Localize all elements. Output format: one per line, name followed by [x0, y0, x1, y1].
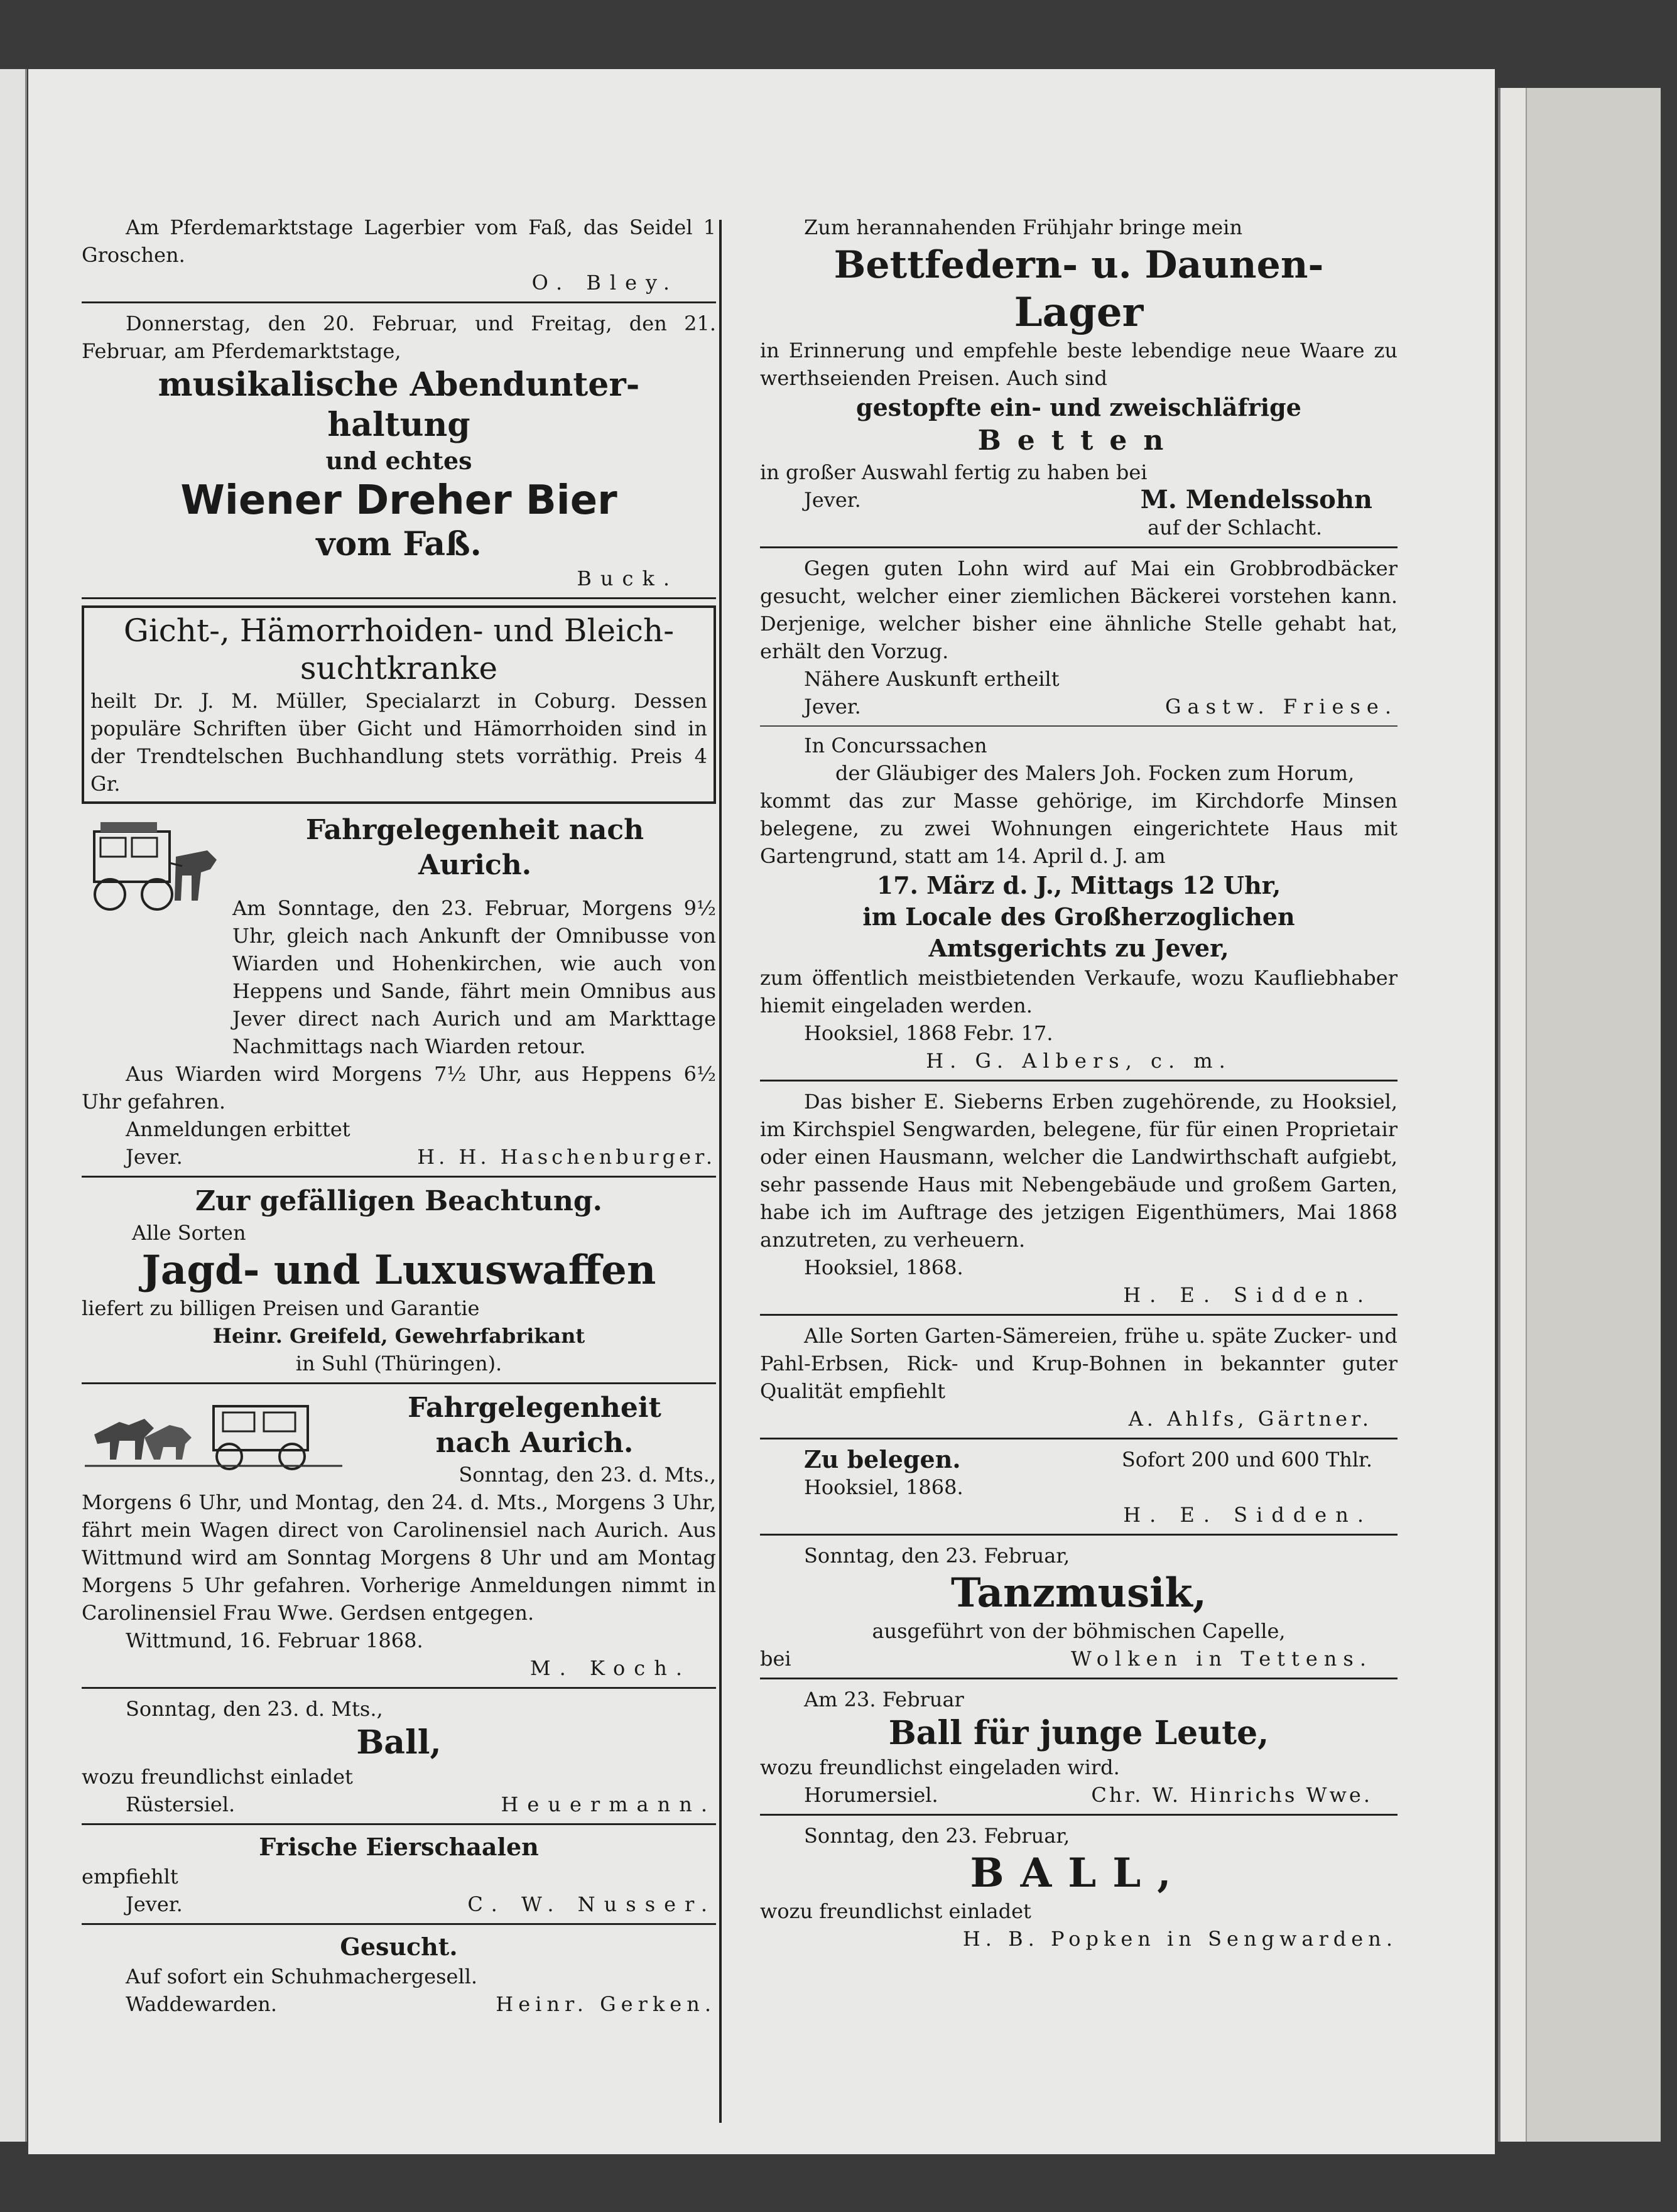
divider	[82, 1176, 716, 1178]
divider	[760, 546, 1398, 548]
ad-place: Horumersiel.	[804, 1783, 938, 1807]
ad-headline: Gicht-, Hämorrhoiden- und Bleich-	[123, 612, 675, 649]
ad-signature: C. W. Nusser.	[467, 1892, 716, 1916]
ad-headline: Zu belegen.	[804, 1445, 961, 1473]
ad-signature: H. G. Albers, c. m.	[926, 1049, 1232, 1073]
ad-ahlfs	[760, 1322, 1398, 1433]
ad-text: Sonntag, den 23. d. Mts.,	[459, 1463, 716, 1487]
ad-wolken	[760, 1542, 1398, 1673]
ad-headline: Wiener Dreher Bier	[180, 477, 617, 524]
ad-signature: Gastw. Friese.	[1164, 695, 1398, 718]
ad-place: Jever.	[126, 1145, 183, 1169]
ad-subheadline: und echtes	[325, 447, 472, 475]
ad-text: Morgens 6 Uhr, und Montag, den 24. d. Mts., Morgens 3 Uhr, fährt mein Wagen direct von Carolinensiel nach Aurich. Aus Wittmund wird am Sonntag Morgens 8 Uhr und am Montag Morgens 5 Uhr gefahren. Vorherige Anmeldungen nimmt in Carolinensiel Frau Wwe. Gerdsen entgegen.	[82, 1490, 716, 1625]
ad-headline: Frische Eierschaalen	[259, 1833, 539, 1861]
ad-place: Jever.	[126, 1892, 183, 1916]
divider	[82, 1687, 716, 1689]
ad-headline: vom Faß.	[316, 525, 482, 563]
ad-headline: suchtkranke	[300, 650, 498, 686]
ad-headline: Amtsgerichts zu Jever,	[928, 934, 1229, 962]
ad-date: Hooksiel, 1868 Febr. 17.	[804, 1021, 1053, 1045]
ad-signature: A. Ahlfs, Gärtner.	[1128, 1407, 1372, 1431]
ad-headline: nach Aurich.	[435, 1427, 634, 1459]
divider	[760, 1314, 1398, 1316]
ad-nuffer	[82, 1831, 716, 1918]
ad-text: Sofort 200 und 600 Thlr.	[1121, 1448, 1372, 1472]
ad-text: In Concurssachen	[804, 734, 987, 757]
ad-text: Aus Wiarden wird Morgens 7½ Uhr, aus Heppens 6½ Uhr gefahren.	[82, 1062, 716, 1114]
ad-headline: BALL,	[970, 1850, 1188, 1897]
book-edge	[1498, 88, 1661, 2142]
ad-ball-heuermann	[82, 1695, 716, 1818]
ad-intro: Sonntag, den 23. Februar,	[804, 1544, 1070, 1568]
ad-subsign: auf der Schlacht.	[1148, 516, 1322, 539]
ad-date: Wittmund, 16. Februar 1868.	[126, 1629, 423, 1652]
ad-signature: M. Mendelssohn	[1140, 485, 1372, 514]
divider	[82, 1823, 716, 1825]
ad-hinrichs	[760, 1686, 1398, 1809]
ad-text: Anmeldungen erbittet	[126, 1117, 350, 1141]
ad-sidden-1	[760, 1088, 1398, 1309]
ad-popken	[760, 1822, 1398, 1953]
ad-signature: M. Koch.	[529, 1656, 691, 1680]
ad-text: Auf sofort ein Schuhmachergesell.	[126, 1965, 478, 1988]
ad-text: Alle Sorten Garten-Sämereien, frühe u. späte Zucker- und Pahl-Erbsen, Rick- und Krup-Bohnen in bekannter guter Qualität empfiehlt	[760, 1324, 1398, 1403]
ad-date: Hooksiel, 1868.	[804, 1255, 963, 1279]
right-column	[760, 214, 1398, 1953]
ad-text: liefert zu billigen Preisen und Garantie	[82, 1296, 480, 1320]
ad-intro: Zum herannahenden Frühjahr bringe mein	[804, 215, 1243, 239]
ad-signature: Heuermann.	[501, 1792, 716, 1816]
ad-text: bei	[760, 1647, 791, 1671]
ad-sidden-2	[760, 1446, 1398, 1529]
ad-signature: Chr. W. Hinrichs Wwe.	[1091, 1783, 1372, 1807]
ad-headline: im Locale des Großherzoglichen	[862, 903, 1295, 931]
ad-text: Gegen guten Lohn wird auf Mai ein Grobbrodbäcker gesucht, welcher einer ziemlichen Bäckerei vorstehen kann. Derjenige, welcher bisher eine ähnliche Stelle gehabt hat, erhält den Vorzug.	[760, 556, 1398, 663]
ad-date: Hooksiel, 1868.	[804, 1475, 963, 1499]
divider	[760, 1080, 1398, 1082]
ad-place: Jever.	[804, 488, 861, 512]
ad-headline: Ball,	[356, 1723, 442, 1762]
divider	[82, 597, 716, 599]
horse-carriage-icon	[82, 1391, 345, 1472]
book-spine	[1501, 88, 1527, 2142]
ad-text: Am Sonntage, den 23. Februar, Morgens 9½ Uhr, gleich nach Ankunft der Omnibusse von Wiarden und Hohenkirchen, wie auch von Heppens und Sande, fährt mein Omnibus aus Jever direct nach Aurich und am Markttage Nachmittags nach Wiarden retour.	[232, 896, 716, 1058]
previous-page-edge	[0, 69, 27, 2142]
ad-intro: Donnerstag, den 20. Februar, und Freitag, den 21. Februar, am Pferdemarktstage,	[82, 312, 716, 363]
ad-mueller	[82, 605, 716, 804]
newspaper-page	[28, 69, 1495, 2154]
ad-headline: Aurich.	[418, 849, 532, 881]
ad-text: zum öffentlich meistbietenden Verkaufe, wozu Kaufliebhaber hiemit eingeladen werden.	[760, 966, 1398, 1017]
ad-text: Alle Sorten	[132, 1221, 246, 1245]
ad-headline: Zur gefälligen Beachtung.	[195, 1185, 602, 1217]
ad-fahrgelegenheit-2	[82, 1391, 716, 1682]
ad-location: in Suhl (Thüringen).	[295, 1352, 502, 1375]
ad-text: Am Pferdemarktstage Lagerbier vom Faß, das Seidel 1 Groschen.	[82, 215, 716, 267]
divider	[760, 725, 1398, 727]
ad-greifeld	[82, 1184, 716, 1377]
ad-signature: O. Bley.	[531, 271, 678, 295]
ad-headline: 17. März d. J., Mittags 12 Uhr,	[876, 871, 1281, 899]
ad-text: der Gläubiger des Malers Joh. Focken zum Horum,	[835, 761, 1355, 785]
stagecoach-icon	[82, 813, 226, 919]
ad-place: Waddewarden.	[126, 1992, 278, 2016]
ad-signature: Heinr. Gerken.	[496, 1992, 716, 2016]
ad-headline: gestopfte ein- und zweischläfrige	[856, 393, 1301, 421]
ad-signature: Wolken in Tettens.	[1071, 1647, 1372, 1671]
ad-signature: Buck.	[577, 567, 678, 590]
ad-intro: Sonntag, den 23. d. Mts.,	[126, 1697, 383, 1721]
ad-bley	[82, 214, 716, 296]
ad-text: in großer Auswahl fertig zu haben bei	[760, 460, 1148, 484]
ad-text: Nähere Auskunft ertheilt	[804, 667, 1060, 691]
left-column	[82, 214, 716, 2018]
ad-headline: Tanzmusik,	[950, 1570, 1207, 1617]
ad-headline: Lager	[1014, 289, 1144, 336]
ad-text: kommt das zur Masse gehörige, im Kirchdorfe Minsen belegene, zu zwei Wohnungen eingerichtete Haus mit Gartengrund, statt am 14. April d. J. am	[760, 789, 1398, 868]
ad-text: wozu freundlichst eingeladen wird.	[760, 1755, 1120, 1779]
ad-headline: Fahrgelegenheit	[408, 1392, 661, 1424]
ad-signature: H. E. Sidden.	[1123, 1503, 1372, 1527]
ad-signature: H. B. Popken in Sengwarden.	[962, 1927, 1398, 1951]
ad-text: heilt Dr. J. M. Müller, Specialarzt in Coburg. Dessen populäre Schriften über Gicht und Hämorrhoiden sind in der Trendtelschen Buchhandlung stets vorräthig. Preis 4 Gr.	[90, 689, 707, 796]
ad-intro: Am 23. Februar	[804, 1688, 964, 1711]
ad-friese	[760, 555, 1398, 720]
divider	[82, 301, 716, 303]
ad-text: wozu freundlichst einladet	[760, 1899, 1031, 1923]
ad-place: Jever.	[804, 695, 861, 718]
ad-text: in Erinnerung und empfehle beste lebendige neue Waare zu werthseienden Preisen. Auch sind	[760, 339, 1398, 390]
ad-headline: Betten	[977, 425, 1180, 457]
ad-signature: H. H. Haschenburger.	[417, 1145, 716, 1169]
divider	[82, 1382, 716, 1384]
ad-headline: Gesucht.	[340, 1933, 458, 1961]
ad-text: wozu freundlichst einladet	[82, 1765, 353, 1789]
ad-buck	[82, 310, 716, 592]
ad-text: ausgeführt von der böhmischen Capelle,	[872, 1619, 1286, 1643]
ad-intro: Sonntag, den 23. Februar,	[804, 1824, 1070, 1848]
divider	[760, 1678, 1398, 1679]
ad-headline: Jagd- und Luxuswaffen	[141, 1247, 656, 1294]
ad-headline: musikalische Abendunter-	[158, 366, 640, 404]
ad-text: empfiehlt	[82, 1865, 178, 1889]
ad-mendelssohn	[760, 214, 1398, 541]
ad-headline: Bettfedern- u. Daunen-	[833, 243, 1324, 287]
ad-signature: H. E. Sidden.	[1123, 1283, 1372, 1307]
ad-headline: haltung	[327, 406, 470, 444]
divider	[82, 1923, 716, 1925]
ad-place: Rüstersiel.	[126, 1792, 236, 1816]
ad-fahrgelegenheit-1	[82, 813, 716, 1171]
ad-albers	[760, 732, 1398, 1075]
column-divider	[719, 220, 722, 2123]
ad-signature: Heinr. Greifeld, Gewehrfabrikant	[212, 1324, 585, 1348]
ad-text: Das bisher E. Sieberns Erben zugehörende, zu Hooksiel, im Kirchspiel Sengwarden, belegene, für für einen Proprietair oder einen Hausmann, welcher die Landwirthschaft aufgiebt, sehr passende Haus mit Nebengebäude und großem Garten, habe ich im Auftrage des jetzigen Eigenthümers, Mai 1868 anzutreten, zu verheuern.	[760, 1090, 1398, 1252]
ad-headline: Fahrgelegenheit nach	[305, 814, 644, 846]
divider	[760, 1534, 1398, 1536]
divider	[760, 1438, 1398, 1439]
ad-gerken	[82, 1931, 716, 2018]
divider	[760, 1814, 1398, 1816]
ad-headline: Ball für junge Leute,	[888, 1714, 1269, 1752]
